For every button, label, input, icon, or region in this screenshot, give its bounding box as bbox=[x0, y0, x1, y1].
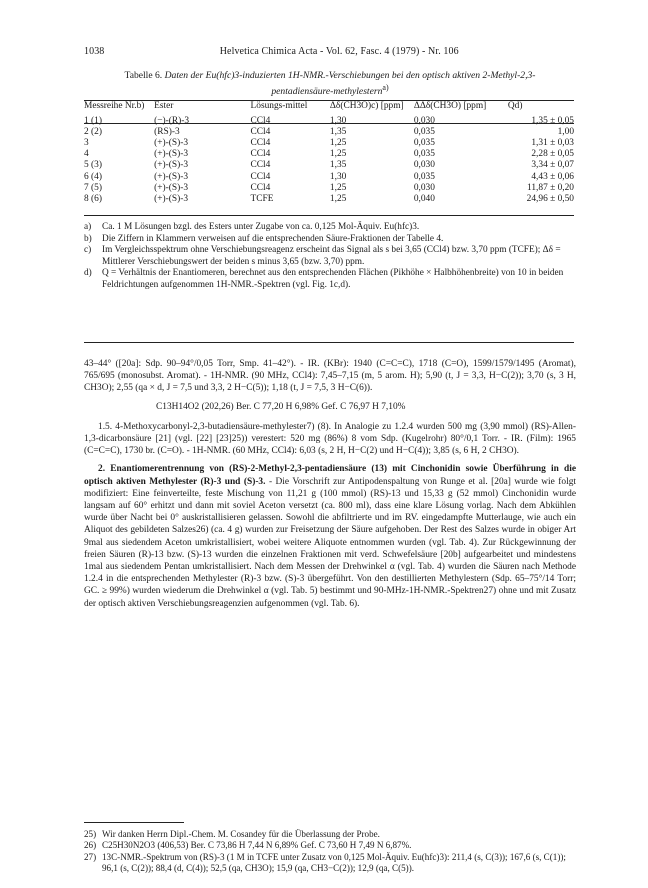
page-footnote bbox=[84, 840, 576, 851]
cell-delta-delta: 0,030 bbox=[413, 160, 435, 171]
cell-delta-delta: 0,035 bbox=[413, 171, 435, 182]
cell-q: 4,43 ± 0,06 bbox=[531, 171, 574, 182]
table-row bbox=[84, 194, 574, 205]
footnote-mark: a) bbox=[84, 222, 92, 232]
cell-delta-delta: 0,030 bbox=[413, 115, 435, 126]
footnote-text: Wir danken Herrn Dipl.-Chem. M. Cosandey für die Überlassung der Probe. bbox=[102, 829, 380, 839]
cell-q: 11,87 ± 0,20 bbox=[527, 182, 574, 193]
table-row bbox=[84, 149, 574, 160]
footnote-mark: d) bbox=[84, 268, 92, 279]
table-caption-prefix: Tabelle 6. bbox=[124, 70, 163, 81]
page-footnotes bbox=[84, 829, 576, 875]
footnote-rule bbox=[84, 822, 184, 823]
cell-messreihe: 4 bbox=[84, 149, 89, 160]
table-caption-text: Daten der Eu(hfc)3-induzierten 1H-NMR.-Verschiebungen bei den optisch aktiven 2-Methyl-2,3-pentadiensäure-methylestern bbox=[164, 70, 536, 98]
table-footnote bbox=[84, 234, 576, 246]
table-caption-note: a) bbox=[382, 83, 389, 92]
table-footnotes bbox=[84, 222, 576, 292]
table-row bbox=[84, 138, 574, 149]
table-footnote bbox=[84, 222, 576, 234]
cell-delta-delta: 0,035 bbox=[413, 126, 435, 137]
cell-delta: 1,25 bbox=[329, 193, 347, 204]
footnote-text: 13C-NMR.-Spektrum von (RS)-3 (1 M in TCFE unter Zusatz von 0,125 Mol-Äquiv. Eu(hfc)3): 211,4 (s, C(3)); 167,6 (s, C(1)); 96,1 (s, C(2)); 88,4 (d, C(4)); 52,5 (qa, CH3O); 15,9 (qa, CH3−C(2)); 12,9 (qa, C(5)). bbox=[102, 851, 566, 874]
section-2-text: - Die Vorschrift zur Antipodenspaltung von Runge et al. [20a] wurde wie folgt modifiziert: Eine feinverteilte, feste Mischung von 11,21 g (100 mmol) (RS)-13 und 15,33 g (52 mmol) Cinchonidin wurde langsam auf 60° erhitzt und dann mit soviel Aceton versetzt (ca. 800 ml), dass eine klare Lösung vorlag. Nach dem Abkühlen wurde über Nacht bei 0° auskristallisieren gelassen. Sowohl die abfiltrierte und im RV. eingedampfte Mutterlauge, wie auch ein Aliquot des gebildeten Salzes26) (ca. 4 g) wurden zur Freisetzung der Säure aufgehoben. Der Rest des Salzes wurde in obiger Art 9mal aus siedendem Aceton umkristallisiert, wobei weitere Aliquote entnommen wurden (vgl. Tab. 4). Zur Rückgewinnung der freien Säuren (R)-13 bzw. (S)-13 wurden die einzelnen Fraktionen mit verd. Schwefelsäure [20b] aufgearbeitet und mindestens 1mal aus siedendem Pentan umkristallisiert. Nach dem Messen der Drehwinkel α (vgl. Tab. 4) wurden die Säuren nach Methode 1.2.4 in die entsprechenden Methylester (R)-3 bzw. (S)-3 übergeführt. Von den destillierten Methylestern (Sdp. 65–75°/14 Torr; GC. ≥ 99%) wurden wiederum die Drehwinkel α (vgl. Tab. 5) bestimmt und 90-MHz-1H-NMR.-Spektren27) ohne und mit Zusatz der optisch aktiven Verschiebungsreagenzien aufgenommen (vgl. Tab. 6). bbox=[84, 476, 576, 609]
cell-loesungsmittel: CCl4 bbox=[250, 149, 271, 160]
footnote-text: Die Ziffern in Klammern verweisen auf die entsprechenden Säure-Fraktionen der Tabelle 4. bbox=[102, 233, 444, 244]
data-table bbox=[84, 101, 574, 202]
journal-title: Helvetica Chimica Acta - Vol. 62, Fasc. 4 (1979) - Nr. 106 bbox=[219, 46, 459, 57]
footnote-mark: 26) bbox=[84, 840, 97, 851]
cell-ester: (RS)-3 bbox=[154, 126, 180, 137]
paragraph-section-2 bbox=[84, 463, 576, 609]
cell-delta: 1,30 bbox=[329, 115, 347, 126]
elemental-analysis: C13H14O2 (202,26) Ber. C 77,20 H 6,98% Gef. C 76,97 H 7,10% bbox=[156, 401, 406, 412]
cell-loesungsmittel: CCl4 bbox=[250, 171, 271, 182]
paragraph-1-5: 1.5. 4-Methoxycarbonyl-2,3-butadiensäure-methylester7) (8). In Analogie zu 1.2.4 wurden 500 mg (3,90 mmol) (RS)-Allen-1,3-dicarbonsäure [21] (vgl. [22] [23]25)) verestert: 520 mg (86%) 8 vom Sdp. (Kugelrohr) 80°/0,1 Torr. - IR. (Film): 1965 (C=C=C), 1730 br. (C=O). - 1H-NMR. (60 MHz, CCl4): 6,03 (s, 2 H, H−C(2) und H−C(4)); 3,85 (s, 6 H, 2 CH3O). bbox=[84, 421, 576, 457]
col-header-delta-delta: ΔΔδ(CH3O) [ppm] bbox=[413, 101, 487, 111]
cell-q: 3,34 ± 0,07 bbox=[531, 160, 574, 171]
cell-loesungsmittel: CCl4 bbox=[250, 160, 271, 171]
table-row bbox=[84, 160, 574, 171]
table-caption bbox=[100, 70, 560, 98]
cell-delta: 1,35 bbox=[329, 160, 347, 171]
cell-q: 2,28 ± 0,05 bbox=[531, 149, 574, 160]
cell-q: 1,35 ± 0,05 bbox=[531, 115, 574, 126]
col-header-q: Qd) bbox=[507, 101, 523, 111]
cell-delta-delta: 0,035 bbox=[413, 137, 435, 148]
footnote-text: Ca. 1 M Lösungen bzgl. des Esters unter Zugabe von ca. 0,125 Mol-Äquiv. Eu(hfc)3. bbox=[102, 222, 420, 232]
section-separator bbox=[84, 342, 574, 343]
table-header-row bbox=[84, 101, 574, 113]
footnote-text: C25H30N2O3 (406,53) Ber. C 73,86 H 7,44 N 6,89% Gef. C 73,60 H 7,49 N 6,87%. bbox=[102, 840, 412, 851]
cell-delta: 1,25 bbox=[329, 182, 347, 193]
table-row bbox=[84, 127, 574, 138]
table-footnote bbox=[84, 268, 576, 291]
cell-ester: (+)-(S)-3 bbox=[154, 137, 189, 148]
cell-loesungsmittel: CCl4 bbox=[250, 137, 271, 148]
section-2-title: 2. Enantiomerentrennung von (RS)-2-Methyl-2,3-pentadiensäure (13) mit Cinchonidin sowie Überführung in die optisch aktiven Methylester (R)-3 und (S)-3. bbox=[84, 464, 576, 487]
cell-delta-delta: 0,035 bbox=[413, 149, 435, 160]
cell-messreihe: 1 (1) bbox=[84, 115, 102, 126]
cell-q: 1,31 ± 0,03 bbox=[531, 137, 574, 148]
cell-delta: 1,30 bbox=[329, 171, 347, 182]
cell-loesungsmittel: TCFE bbox=[250, 193, 274, 204]
cell-delta: 1,25 bbox=[329, 137, 347, 148]
col-header-ester: Ester bbox=[154, 101, 174, 111]
cell-loesungsmittel: CCl4 bbox=[250, 182, 271, 193]
cell-messreihe: 5 (3) bbox=[84, 160, 102, 171]
footnote-mark: c) bbox=[84, 245, 92, 256]
table-rule-bottom bbox=[84, 215, 574, 216]
page-footnote bbox=[84, 829, 576, 840]
cell-ester: (+)-(S)-3 bbox=[154, 182, 189, 193]
running-header bbox=[84, 46, 574, 57]
cell-ester: (+)-(S)-3 bbox=[154, 171, 189, 182]
table-row bbox=[84, 172, 574, 183]
table-row bbox=[84, 116, 574, 127]
footnote-mark: b) bbox=[84, 233, 92, 244]
footnote-text: Im Vergleichsspektrum ohne Verschiebungsreagenz erscheint das Signal als s bei 3,65 (CCl4) bzw. 3,70 ppm (TCFE); Δδ = Mittlerer Verschiebungswert der beiden s minus 3,65 (bzw. 3,70) ppm. bbox=[102, 245, 561, 267]
table-footnote bbox=[84, 245, 576, 268]
paragraph-ir-nmr: 43–44° ([20a]: Sdp. 90–94°/0,05 Torr, Smp. 41–42°). - IR. (KBr): 1940 (C=C=C), 1718 (C=O), 1599/1579/1495 (Aromat), 765/695 (monosubst. Aromat). - 1H-NMR. (90 MHz, CCl4): 7,45–7,15 (m, 5 arom. H); 5,90 (t, J = 3,3, H−C(2)); 3,70 (s, 3 H, CH3O); 2,55 (qa × d, J = 7,5 und 3,3, 2 H−C(5)); 1,18 (t, J = 7,5, 3 H−C(6)). bbox=[84, 359, 576, 394]
footnote-mark: 25) bbox=[84, 829, 97, 839]
cell-ester: (+)-(S)-3 bbox=[154, 149, 189, 160]
cell-messreihe: 3 bbox=[84, 137, 89, 148]
cell-ester: (+)-(S)-3 bbox=[154, 193, 189, 204]
page-number: 1038 bbox=[84, 46, 105, 57]
col-header-loesungsmittel: Lösungs-mittel bbox=[250, 101, 308, 111]
footnote-mark: 27) bbox=[84, 851, 97, 862]
page-footnote bbox=[84, 852, 576, 875]
cell-messreihe: 2 (2) bbox=[84, 126, 102, 137]
cell-ester: (−)-(R)-3 bbox=[154, 115, 190, 126]
footnote-text: Q = Verhältnis der Enantiomeren, berechnet aus den entsprechenden Flächen (Pikhöhe × Halbhöhenbreite) von 10 in beiden Feldrichtungen aufgenommen 1H-NMR.-Spektren (vgl. Fig. 1c,d). bbox=[102, 268, 564, 290]
cell-loesungsmittel: CCl4 bbox=[250, 115, 271, 126]
cell-q: 24,96 ± 0,50 bbox=[526, 193, 574, 204]
cell-delta-delta: 0,040 bbox=[413, 193, 435, 204]
cell-messreihe: 7 (5) bbox=[84, 182, 102, 193]
col-header-delta: Δδ(CH3O)c) [ppm] bbox=[329, 101, 404, 111]
cell-loesungsmittel: CCl4 bbox=[250, 126, 271, 137]
cell-delta: 1,25 bbox=[329, 149, 347, 160]
cell-q: 1,00 bbox=[557, 126, 574, 137]
table-row bbox=[84, 183, 574, 194]
col-header-messreihe: Messreihe Nr.b) bbox=[84, 101, 145, 111]
body-text bbox=[84, 358, 576, 610]
cell-delta: 1,35 bbox=[329, 126, 347, 137]
cell-ester: (+)-(S)-3 bbox=[154, 160, 189, 171]
cell-delta-delta: 0,030 bbox=[413, 182, 435, 193]
cell-messreihe: 8 (6) bbox=[84, 193, 102, 204]
cell-messreihe: 6 (4) bbox=[84, 171, 102, 182]
